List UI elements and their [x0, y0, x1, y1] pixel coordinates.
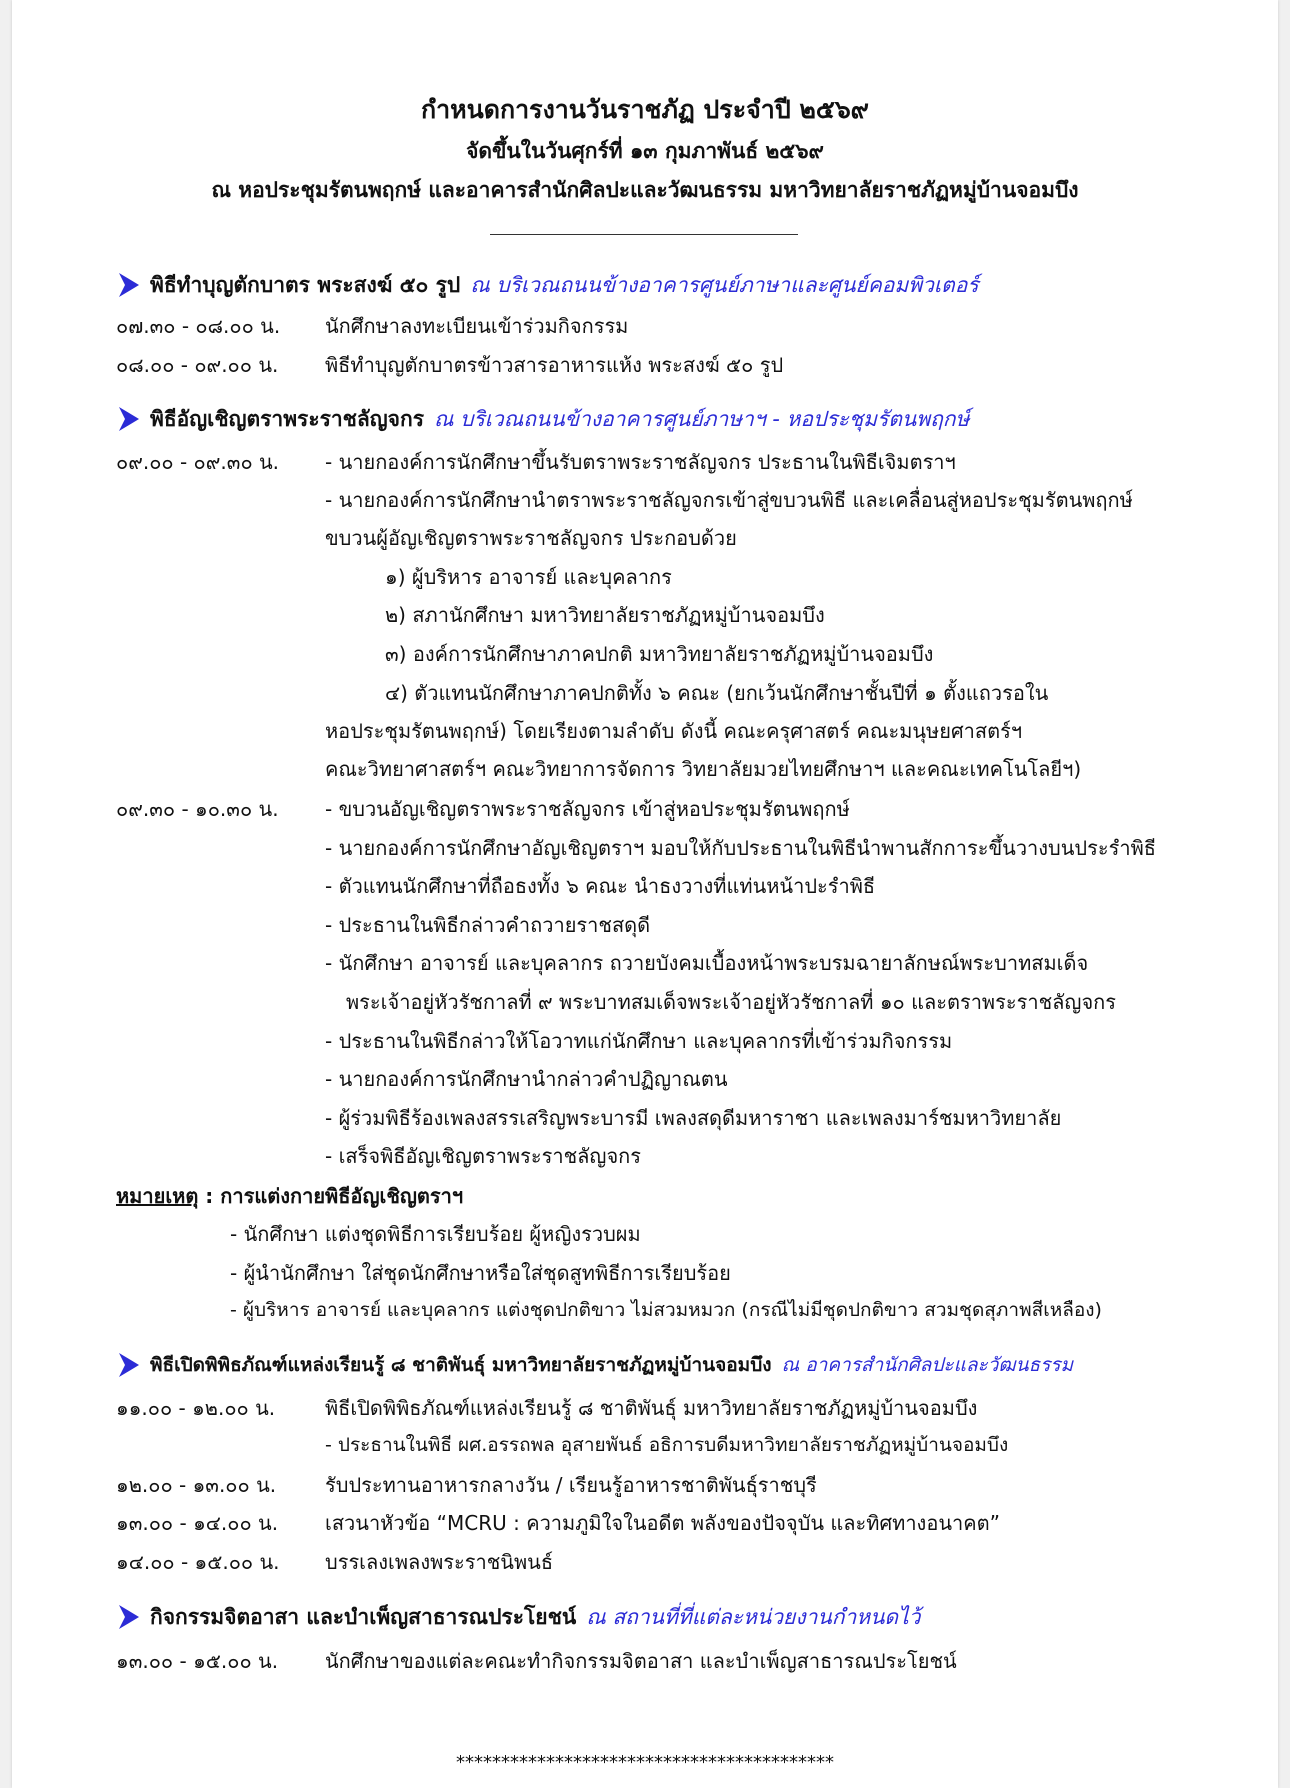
schedule-line: - นายกองค์การนักศึกษาอัญเชิญตราฯ มอบให้กับประธานในพิธีนำพานสักการะขึ้นวางบนประรำพิธี — [325, 836, 1156, 860]
schedule-text: พิธีทำบุญตักบาตรข้าวสารอาหารแห้ง พระสงฆ์ ๕๐ รูป — [325, 353, 784, 377]
schedule-text: นักศึกษาของแต่ละคณะทำกิจกรรมจิตอาสา และบำเพ็ญสาธารณประโยชน์ — [325, 1649, 957, 1673]
schedule-text: เสวนาหัวข้อ “MCRU : ความภูมิใจในอดีต พลังของปัจจุบัน และทิศทางอนาคต” — [325, 1511, 1000, 1535]
note-item: - นักศึกษา แต่งชุดพิธีการเรียบร้อย ผู้หญิงรวบผม — [230, 1222, 641, 1246]
arrow-icon — [118, 272, 140, 298]
schedule-line: ๓) องค์การนักศึกษาภาคปกติ มหาวิทยาลัยราชภัฏหมู่บ้านจอมบึง — [385, 642, 934, 666]
section-place: ณ บริเวณถนนข้างอาคารศูนย์ภาษาฯ - หอประชุมรัตนพฤกษ์ — [433, 406, 970, 431]
arrow-icon — [118, 1604, 140, 1630]
section-name: พิธีเปิดพิพิธภัณฑ์แหล่งเรียนรู้ ๘ ชาติพันธุ์ มหาวิทยาลัยราชภัฏหมู่บ้านจอมบึง — [150, 1354, 772, 1376]
schedule-text: พิธีเปิดพิพิธภัณฑ์แหล่งเรียนรู้ ๘ ชาติพันธุ์ มหาวิทยาลัยราชภัฏหมู่บ้านจอมบึง — [325, 1396, 978, 1420]
header-divider — [490, 234, 798, 235]
section-heading — [118, 1602, 920, 1632]
schedule-text: นักศึกษาลงทะเบียนเข้าร่วมกิจกรรม — [325, 314, 629, 338]
schedule-time: ๐๙.๓๐ - ๑๐.๓๐ น. — [116, 797, 279, 821]
arrow-icon — [118, 406, 140, 432]
schedule-line: - นายกองค์การนักศึกษานำกล่าวคำปฏิญาณตน — [325, 1067, 728, 1091]
schedule-line: - ประธานในพิธีกล่าวให้โอวาทแก่นักศึกษา และบุคลากรที่เข้าร่วมกิจกรรม — [325, 1029, 953, 1053]
section-name: กิจกรรมจิตอาสา และบำเพ็ญสาธารณประโยชน์ — [150, 1604, 577, 1629]
schedule-line: - ขบวนอัญเชิญตราพระราชลัญจกร เข้าสู่หอประชุมรัตนพฤกษ์ — [325, 797, 850, 821]
document-title: กำหนดการงานวันราชภัฏ ประจำปี ๒๕๖๙ — [420, 95, 869, 124]
section-name: พิธีอัญเชิญตราพระราชลัญจกร — [150, 406, 424, 431]
schedule-time: ๑๔.๐๐ - ๑๕.๐๐ น. — [116, 1550, 280, 1574]
schedule-time: ๐๗.๓๐ - ๐๘.๐๐ น. — [116, 314, 281, 338]
schedule-line: ๔) ตัวแทนนักศึกษาภาคปกติทั้ง ๖ คณะ (ยกเว้นนักศึกษาชั้นปีที่ ๑ ตั้งแถวรอใน — [385, 681, 1049, 705]
schedule-time: ๑๓.๐๐ - ๑๔.๐๐ น. — [116, 1511, 279, 1535]
schedule-text: - ประธานในพิธี ผศ.อรรถพล อุสายพันธ์ อธิการบดีมหาวิทยาลัยราชภัฏหมู่บ้านจอมบึง — [325, 1434, 1009, 1456]
section-place: ณ บริเวณถนนข้างอาคารศูนย์ภาษาและศูนย์คอมพิวเตอร์ — [470, 272, 979, 297]
schedule-line: - ตัวแทนนักศึกษาที่ถือธงทั้ง ๖ คณะ นำธงวางที่แท่นหน้าปะรำพิธี — [325, 874, 876, 898]
schedule-time: ๑๑.๐๐ - ๑๒.๐๐ น. — [116, 1396, 276, 1420]
schedule-line: - นายกองค์การนักศึกษานำตราพระราชลัญจกรเข้าสู่ขบวนพิธี และเคลื่อนสู่หอประชุมรัตนพฤกษ์ — [325, 488, 1133, 512]
schedule-line: ๒) สภานักศึกษา มหาวิทยาลัยราชภัฏหมู่บ้านจอมบึง — [385, 603, 825, 627]
section-heading — [118, 404, 969, 434]
section-heading — [118, 270, 979, 300]
note-heading — [116, 1180, 463, 1212]
schedule-text: บรรเลงเพลงพระราชนิพนธ์ — [325, 1550, 554, 1574]
note-label: หมายเหตุ — [116, 1184, 199, 1208]
section-heading — [118, 1350, 1073, 1380]
section-name: พิธีทำบุญตักบาตร พระสงฆ์ ๕๐ รูป — [150, 272, 461, 297]
schedule-line: - นักศึกษา อาจารย์ และบุคลากร ถวายบังคมเบื้องหน้าพระบรมฉายาลักษณ์พระบาทสมเด็จ — [325, 951, 1089, 975]
arrow-icon — [118, 1352, 140, 1378]
schedule-text: รับประทานอาหารกลางวัน / เรียนรู้อาหารชาติพันธุ์ราชบุรี — [325, 1473, 817, 1497]
schedule-time: ๑๒.๐๐ - ๑๓.๐๐ น. — [116, 1473, 277, 1497]
schedule-line: - นายกองค์การนักศึกษาขึ้นรับตราพระราชลัญจกร ประธานในพิธีเจิมตราฯ — [325, 450, 956, 474]
footer-stars: ****************************************** — [456, 1752, 834, 1773]
schedule-line: ขบวนผู้อัญเชิญตราพระราชลัญจกร ประกอบด้วย — [325, 526, 737, 550]
schedule-line: - ประธานในพิธีกล่าวคำถวายราชสดุดี — [325, 913, 651, 937]
schedule-line: คณะวิทยาศาสตร์ฯ คณะวิทยาการจัดการ วิทยาลัยมวยไทยศึกษาฯ และคณะเทคโนโลยีฯ) — [325, 757, 1082, 781]
venue-line: ณ หอประชุมรัตนพฤกษ์ และอาคารสำนักศิลปะและวัฒนธรรม มหาวิทยาลัยราชภัฏหมู่บ้านจอมบึง — [211, 178, 1079, 202]
schedule-time: ๑๓.๐๐ - ๑๕.๐๐ น. — [116, 1649, 279, 1673]
section-place: ณ สถานที่ที่แต่ละหน่วยงานกำหนดไว้ — [586, 1604, 921, 1629]
schedule-line: หอประชุมรัตนพฤกษ์) โดยเรียงตามลำดับ ดังนี้ คณะครุศาสตร์ คณะมนุษยศาสตร์ฯ — [325, 719, 1023, 743]
section-place: ณ อาคารสำนักศิลปะและวัฒนธรรม — [781, 1354, 1074, 1376]
note-item: - ผู้นำนักศึกษา ใส่ชุดนักศึกษาหรือใส่ชุดสูทพิธีการเรียบร้อย — [230, 1261, 731, 1285]
schedule-time: ๐๙.๐๐ - ๐๙.๓๐ น. — [116, 450, 280, 474]
note-item: - ผู้บริหาร อาจารย์ และบุคลากร แต่งชุดปกติขาว ไม่สวมหมวก (กรณีไม่มีชุดปกติขาว สวมชุดสุภาพสีเหลือง) — [230, 1299, 1102, 1321]
schedule-line: ๑) ผู้บริหาร อาจารย์ และบุคลากร — [385, 565, 672, 589]
schedule-line: - เสร็จพิธีอัญเชิญตราพระราชลัญจกร — [325, 1144, 642, 1168]
date-line: จัดขึ้นในวันศุกร์ที่ ๑๓ กุมภาพันธ์ ๒๕๖๙ — [466, 139, 824, 163]
note-title: : การแต่งกายพิธีอัญเชิญตราฯ — [198, 1184, 464, 1208]
schedule-line: - ผู้ร่วมพิธีร้องเพลงสรรเสริญพระบารมี เพลงสดุดีมหาราชา และเพลงมาร์ชมหาวิทยาลัย — [325, 1106, 1062, 1130]
schedule-line: พระเจ้าอยู่หัวรัชกาลที่ ๙ พระบาทสมเด็จพระเจ้าอยู่หัวรัชกาลที่ ๑๐ และตราพระราชลัญจกร — [346, 990, 1117, 1014]
schedule-time: ๐๘.๐๐ - ๐๙.๐๐ น. — [116, 353, 279, 377]
